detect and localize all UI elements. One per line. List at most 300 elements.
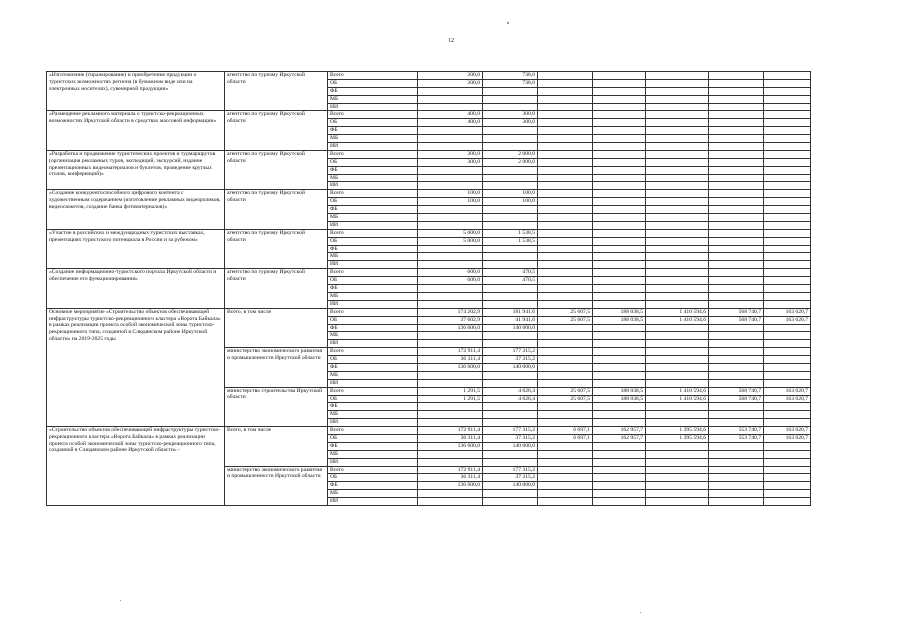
amount-cell bbox=[764, 214, 811, 222]
amount-cell bbox=[538, 72, 593, 80]
amount-cell bbox=[538, 403, 593, 411]
amount-cell bbox=[709, 498, 764, 506]
amount-cell bbox=[709, 72, 764, 80]
amount-cell: 300,0 bbox=[483, 119, 538, 127]
executor-cell: Всего, в том числе bbox=[225, 308, 328, 347]
amount-cell bbox=[764, 285, 811, 293]
amount-cell bbox=[593, 111, 646, 119]
amount-cell bbox=[483, 166, 538, 174]
table-row bbox=[47, 150, 811, 158]
amount-cell bbox=[646, 79, 709, 87]
amount-cell bbox=[709, 103, 764, 111]
amount-cell bbox=[593, 79, 646, 87]
funding-source-cell: ОБ bbox=[328, 395, 418, 403]
funding-source-cell: Всего bbox=[328, 387, 418, 395]
amount-cell: 162 957,7 bbox=[593, 434, 646, 442]
funding-source-cell: МБ bbox=[328, 411, 418, 419]
amount-cell bbox=[646, 419, 709, 427]
executor-cell: агентство по туризму Иркутской области bbox=[225, 72, 328, 111]
amount-cell bbox=[709, 348, 764, 356]
amount-cell bbox=[593, 332, 646, 340]
amount-cell bbox=[418, 221, 483, 229]
amount-cell: 37 315,2 bbox=[483, 474, 538, 482]
funding-source-cell: ФБ bbox=[328, 403, 418, 411]
amount-cell: 300,0 bbox=[418, 150, 483, 158]
amount-cell bbox=[538, 111, 593, 119]
amount-cell bbox=[646, 277, 709, 285]
amount-cell bbox=[646, 474, 709, 482]
amount-cell bbox=[646, 285, 709, 293]
amount-cell: 188 038,5 bbox=[593, 316, 646, 324]
amount-cell bbox=[538, 490, 593, 498]
amount-cell bbox=[538, 166, 593, 174]
amount-cell: 136 600,0 bbox=[418, 324, 483, 332]
amount-cell bbox=[593, 135, 646, 143]
amount-cell bbox=[483, 411, 538, 419]
amount-cell bbox=[764, 348, 811, 356]
amount-cell bbox=[764, 442, 811, 450]
amount-cell bbox=[418, 95, 483, 103]
amount-cell bbox=[483, 292, 538, 300]
amount-cell bbox=[764, 356, 811, 364]
amount-cell: 172 911,4 bbox=[418, 427, 483, 435]
amount-cell bbox=[709, 261, 764, 269]
amount-cell bbox=[483, 379, 538, 387]
amount-cell bbox=[593, 363, 646, 371]
amount-cell: 163 620,7 bbox=[764, 434, 811, 442]
amount-cell bbox=[709, 403, 764, 411]
funding-source-cell: Всего bbox=[328, 111, 418, 119]
amount-cell bbox=[764, 103, 811, 111]
amount-cell bbox=[538, 261, 593, 269]
funding-source-cell: Всего bbox=[328, 466, 418, 474]
amount-cell bbox=[709, 490, 764, 498]
amount-cell bbox=[593, 340, 646, 348]
amount-cell bbox=[646, 450, 709, 458]
amount-cell: 172 911,4 bbox=[418, 348, 483, 356]
amount-cell bbox=[646, 245, 709, 253]
amount-cell bbox=[764, 206, 811, 214]
amount-cell bbox=[646, 490, 709, 498]
funding-source-cell: МБ bbox=[328, 490, 418, 498]
funding-source-cell: ФБ bbox=[328, 482, 418, 490]
amount-cell bbox=[764, 221, 811, 229]
amount-cell bbox=[538, 363, 593, 371]
amount-cell: 36 311,4 bbox=[418, 356, 483, 364]
funding-source-cell: Всего bbox=[328, 72, 418, 80]
amount-cell bbox=[646, 379, 709, 387]
amount-cell: 37 315,2 bbox=[483, 356, 538, 364]
amount-cell: 300,0 bbox=[483, 111, 538, 119]
amount-cell bbox=[593, 277, 646, 285]
amount-cell: 2 000,0 bbox=[483, 158, 538, 166]
amount-cell: 2 000,0 bbox=[483, 150, 538, 158]
amount-cell bbox=[483, 419, 538, 427]
amount-cell bbox=[418, 292, 483, 300]
amount-cell bbox=[593, 182, 646, 190]
amount-cell: 163 620,7 bbox=[764, 395, 811, 403]
amount-cell: 738,0 bbox=[483, 72, 538, 80]
amount-cell bbox=[418, 285, 483, 293]
amount-cell: 6 697,1 bbox=[538, 434, 593, 442]
amount-cell bbox=[646, 166, 709, 174]
amount-cell bbox=[483, 127, 538, 135]
amount-cell bbox=[709, 95, 764, 103]
amount-cell bbox=[646, 340, 709, 348]
amount-cell bbox=[764, 340, 811, 348]
amount-cell: 25 607,5 bbox=[538, 316, 593, 324]
amount-cell bbox=[709, 379, 764, 387]
amount-cell bbox=[709, 458, 764, 466]
amount-cell: 163 620,7 bbox=[764, 427, 811, 435]
amount-cell bbox=[764, 482, 811, 490]
amount-cell bbox=[418, 458, 483, 466]
amount-cell: 1 538,5 bbox=[483, 237, 538, 245]
amount-cell bbox=[709, 300, 764, 308]
amount-cell: 177 315,2 bbox=[483, 427, 538, 435]
amount-cell: 4 626,4 bbox=[483, 395, 538, 403]
funding-source-cell: МБ bbox=[328, 450, 418, 458]
amount-cell bbox=[646, 182, 709, 190]
amount-cell bbox=[646, 135, 709, 143]
funding-source-cell: Всего bbox=[328, 427, 418, 435]
amount-cell bbox=[709, 253, 764, 261]
amount-cell bbox=[646, 237, 709, 245]
amount-cell bbox=[764, 245, 811, 253]
funding-source-cell: МБ bbox=[328, 174, 418, 182]
amount-cell bbox=[646, 356, 709, 364]
amount-cell bbox=[593, 221, 646, 229]
funding-source-cell: ФБ bbox=[328, 87, 418, 95]
activity-name-cell: Основное мероприятие «Строительство объектов обеспечивающей инфраструктуры туристско-рекреационного кластера «Ворота Байкала» в рамках реализации проекта особой экономической зоны туристско-рекреационного типа, созданной в Слюдянском районе Иркутской области» на 2019-2025 годы bbox=[47, 308, 225, 426]
amount-cell bbox=[418, 403, 483, 411]
amount-cell bbox=[483, 450, 538, 458]
amount-cell bbox=[593, 245, 646, 253]
amount-cell bbox=[764, 150, 811, 158]
amount-cell bbox=[709, 174, 764, 182]
amount-cell bbox=[538, 198, 593, 206]
amount-cell bbox=[538, 79, 593, 87]
funding-source-cell: ИИ bbox=[328, 340, 418, 348]
amount-cell bbox=[709, 419, 764, 427]
funding-source-cell: Всего bbox=[328, 308, 418, 316]
amount-cell: 177 315,2 bbox=[483, 348, 538, 356]
funding-source-cell: ИИ bbox=[328, 221, 418, 229]
amount-cell bbox=[709, 143, 764, 151]
amount-cell bbox=[593, 419, 646, 427]
amount-cell bbox=[538, 269, 593, 277]
amount-cell bbox=[418, 103, 483, 111]
amount-cell bbox=[418, 135, 483, 143]
amount-cell bbox=[646, 229, 709, 237]
funding-source-cell: МБ bbox=[328, 253, 418, 261]
amount-cell: 163 620,7 bbox=[764, 308, 811, 316]
amount-cell bbox=[538, 466, 593, 474]
amount-cell bbox=[709, 237, 764, 245]
amount-cell bbox=[538, 253, 593, 261]
amount-cell bbox=[764, 127, 811, 135]
amount-cell bbox=[538, 237, 593, 245]
amount-cell bbox=[418, 87, 483, 95]
amount-cell bbox=[593, 348, 646, 356]
executor-cell: агентство по туризму Иркутской области bbox=[225, 269, 328, 308]
amount-cell: 174 202,9 bbox=[418, 308, 483, 316]
funding-source-cell: Всего bbox=[328, 269, 418, 277]
amount-cell bbox=[538, 143, 593, 151]
budget-table bbox=[46, 71, 811, 506]
amount-cell: 4 626,4 bbox=[483, 387, 538, 395]
amount-cell bbox=[709, 79, 764, 87]
funding-source-cell: ИИ bbox=[328, 143, 418, 151]
amount-cell bbox=[538, 474, 593, 482]
funding-source-cell: Всего bbox=[328, 229, 418, 237]
amount-cell bbox=[709, 87, 764, 95]
amount-cell bbox=[646, 143, 709, 151]
amount-cell bbox=[483, 87, 538, 95]
amount-cell bbox=[538, 458, 593, 466]
amount-cell bbox=[538, 450, 593, 458]
amount-cell bbox=[646, 190, 709, 198]
funding-source-cell: ФБ bbox=[328, 245, 418, 253]
amount-cell bbox=[646, 150, 709, 158]
funding-source-cell: ФБ bbox=[328, 442, 418, 450]
amount-cell bbox=[709, 474, 764, 482]
amount-cell bbox=[483, 285, 538, 293]
amount-cell: 100,0 bbox=[483, 198, 538, 206]
amount-cell bbox=[764, 458, 811, 466]
funding-source-cell: ФБ bbox=[328, 206, 418, 214]
amount-cell bbox=[764, 174, 811, 182]
amount-cell bbox=[483, 371, 538, 379]
amount-cell bbox=[646, 119, 709, 127]
amount-cell: 136 600,0 bbox=[418, 363, 483, 371]
amount-cell: 163 620,7 bbox=[764, 387, 811, 395]
amount-cell: 568 740,7 bbox=[709, 316, 764, 324]
amount-cell bbox=[538, 103, 593, 111]
amount-cell bbox=[418, 371, 483, 379]
amount-cell: 140 000,0 bbox=[483, 324, 538, 332]
amount-cell bbox=[646, 261, 709, 269]
amount-cell bbox=[538, 411, 593, 419]
amount-cell: 568 740,7 bbox=[709, 308, 764, 316]
amount-cell bbox=[538, 206, 593, 214]
amount-cell bbox=[764, 490, 811, 498]
amount-cell: 162 957,7 bbox=[593, 427, 646, 435]
amount-cell bbox=[418, 379, 483, 387]
funding-source-cell: Всего bbox=[328, 150, 418, 158]
amount-cell bbox=[646, 214, 709, 222]
amount-cell bbox=[483, 214, 538, 222]
amount-cell bbox=[593, 285, 646, 293]
funding-source-cell: ОБ bbox=[328, 119, 418, 127]
amount-cell bbox=[593, 198, 646, 206]
amount-cell bbox=[418, 419, 483, 427]
funding-source-cell: МБ bbox=[328, 292, 418, 300]
amount-cell: 553 740,7 bbox=[709, 427, 764, 435]
activity-name-cell: «Размещение рекламного материала о туристско-рекреационных возможностях Иркутской области в средствах массовой информации» bbox=[47, 111, 225, 150]
amount-cell bbox=[593, 356, 646, 364]
amount-cell: 600,0 bbox=[418, 277, 483, 285]
amount-cell bbox=[709, 119, 764, 127]
table-row bbox=[47, 229, 811, 237]
amount-cell: 100,0 bbox=[418, 190, 483, 198]
amount-cell bbox=[646, 348, 709, 356]
amount-cell bbox=[709, 111, 764, 119]
amount-cell bbox=[593, 87, 646, 95]
amount-cell bbox=[483, 103, 538, 111]
executor-cell: министерство строительства Иркутской области bbox=[225, 387, 328, 426]
amount-cell bbox=[538, 95, 593, 103]
amount-cell bbox=[709, 340, 764, 348]
amount-cell bbox=[709, 150, 764, 158]
amount-cell bbox=[764, 300, 811, 308]
amount-cell bbox=[538, 356, 593, 364]
funding-source-cell: ИИ bbox=[328, 458, 418, 466]
amount-cell bbox=[538, 229, 593, 237]
amount-cell bbox=[538, 158, 593, 166]
funding-source-cell: МБ bbox=[328, 332, 418, 340]
funding-source-cell: ОБ bbox=[328, 474, 418, 482]
amount-cell bbox=[418, 206, 483, 214]
funding-source-cell: МБ bbox=[328, 135, 418, 143]
funding-source-cell: МБ bbox=[328, 95, 418, 103]
amount-cell bbox=[593, 150, 646, 158]
amount-cell bbox=[538, 340, 593, 348]
amount-cell bbox=[709, 229, 764, 237]
amount-cell bbox=[646, 363, 709, 371]
amount-cell bbox=[538, 174, 593, 182]
table-row bbox=[47, 72, 811, 80]
amount-cell bbox=[646, 332, 709, 340]
amount-cell: 1 291,5 bbox=[418, 395, 483, 403]
amount-cell bbox=[709, 371, 764, 379]
amount-cell bbox=[709, 214, 764, 222]
amount-cell bbox=[709, 482, 764, 490]
amount-cell: 136 600,0 bbox=[418, 442, 483, 450]
amount-cell: 738,0 bbox=[483, 79, 538, 87]
amount-cell bbox=[418, 261, 483, 269]
funding-source-cell: ФБ bbox=[328, 285, 418, 293]
amount-cell bbox=[593, 474, 646, 482]
amount-cell: 140 000,0 bbox=[483, 482, 538, 490]
funding-source-cell: ОБ bbox=[328, 198, 418, 206]
amount-cell bbox=[593, 490, 646, 498]
amount-cell bbox=[593, 190, 646, 198]
amount-cell bbox=[709, 245, 764, 253]
scan-speck bbox=[120, 600, 121, 601]
amount-cell bbox=[709, 221, 764, 229]
funding-source-cell: ИИ bbox=[328, 103, 418, 111]
amount-cell bbox=[764, 277, 811, 285]
amount-cell bbox=[418, 300, 483, 308]
activity-name-cell: «Создание конкурентоспособного цифрового контента с художественным содержанием (изготовление рекламных видеороликов, видеосюжетов, создание банка фотоматериалов)» bbox=[47, 190, 225, 229]
amount-cell bbox=[709, 269, 764, 277]
amount-cell bbox=[764, 292, 811, 300]
table-row bbox=[47, 427, 811, 435]
amount-cell bbox=[538, 482, 593, 490]
funding-source-cell: ФБ bbox=[328, 127, 418, 135]
activity-name-cell: «Изготовление (тиражирование) и приобретение продукции о туристских возможностях региона (в бумажном виде или на электронных носителях), сувенирной продукции» bbox=[47, 72, 225, 111]
amount-cell bbox=[538, 379, 593, 387]
funding-source-cell: ИИ bbox=[328, 498, 418, 506]
funding-source-cell: ОБ bbox=[328, 434, 418, 442]
amount-cell bbox=[709, 166, 764, 174]
amount-cell bbox=[764, 253, 811, 261]
amount-cell bbox=[709, 363, 764, 371]
amount-cell bbox=[538, 221, 593, 229]
amount-cell: 5 000,0 bbox=[418, 237, 483, 245]
activity-name-cell: «Строительство объектов обеспечивающей инфраструктуры туристско-рекреационного кластера «Ворота Байкала» в рамках реализации проекта особой экономической зоны туристско-рекреационного типа, созданной в Слюдянском районе Иркутской области» - bbox=[47, 427, 225, 506]
amount-cell bbox=[646, 103, 709, 111]
amount-cell bbox=[593, 403, 646, 411]
amount-cell: 6 697,1 bbox=[538, 427, 593, 435]
amount-cell bbox=[538, 292, 593, 300]
amount-cell bbox=[483, 498, 538, 506]
funding-source-cell: ОБ bbox=[328, 277, 418, 285]
amount-cell bbox=[709, 411, 764, 419]
executor-cell: агентство по туризму Иркутской области bbox=[225, 229, 328, 268]
amount-cell bbox=[764, 261, 811, 269]
amount-cell: 1 395 594,6 bbox=[646, 434, 709, 442]
amount-cell bbox=[764, 229, 811, 237]
executor-cell: агентство по туризму Иркутской области bbox=[225, 190, 328, 229]
table-row bbox=[47, 269, 811, 277]
amount-cell bbox=[418, 450, 483, 458]
amount-cell bbox=[538, 127, 593, 135]
amount-cell bbox=[418, 332, 483, 340]
amount-cell bbox=[483, 143, 538, 151]
amount-cell bbox=[593, 253, 646, 261]
amount-cell bbox=[593, 237, 646, 245]
funding-source-cell: ИИ bbox=[328, 261, 418, 269]
amount-cell bbox=[418, 340, 483, 348]
amount-cell: 400,0 bbox=[418, 111, 483, 119]
amount-cell bbox=[709, 206, 764, 214]
executor-cell: министерство экономического развития и промышленности Иркутской области bbox=[225, 348, 328, 387]
amount-cell bbox=[418, 174, 483, 182]
amount-cell bbox=[646, 127, 709, 135]
amount-cell bbox=[764, 143, 811, 151]
executor-cell: Всего, в том числе bbox=[225, 427, 328, 466]
amount-cell: 1 410 594,6 bbox=[646, 395, 709, 403]
amount-cell: 41 941,6 bbox=[483, 316, 538, 324]
amount-cell: 140 000,0 bbox=[483, 363, 538, 371]
amount-cell bbox=[709, 450, 764, 458]
amount-cell: 36 311,4 bbox=[418, 474, 483, 482]
funding-source-cell: МБ bbox=[328, 214, 418, 222]
amount-cell: 136 600,0 bbox=[418, 482, 483, 490]
amount-cell bbox=[483, 95, 538, 103]
amount-cell: 25 607,5 bbox=[538, 387, 593, 395]
amount-cell: 600,0 bbox=[418, 269, 483, 277]
amount-cell bbox=[764, 190, 811, 198]
amount-cell bbox=[646, 292, 709, 300]
amount-cell bbox=[593, 300, 646, 308]
amount-cell bbox=[483, 458, 538, 466]
amount-cell bbox=[709, 158, 764, 166]
funding-source-cell: Всего bbox=[328, 348, 418, 356]
amount-cell bbox=[764, 182, 811, 190]
amount-cell bbox=[483, 135, 538, 143]
amount-cell bbox=[646, 111, 709, 119]
table-row bbox=[47, 111, 811, 119]
scan-speck bbox=[507, 22, 509, 24]
amount-cell bbox=[764, 411, 811, 419]
amount-cell bbox=[418, 143, 483, 151]
funding-source-cell: Всего bbox=[328, 190, 418, 198]
amount-cell bbox=[483, 206, 538, 214]
amount-cell bbox=[646, 411, 709, 419]
